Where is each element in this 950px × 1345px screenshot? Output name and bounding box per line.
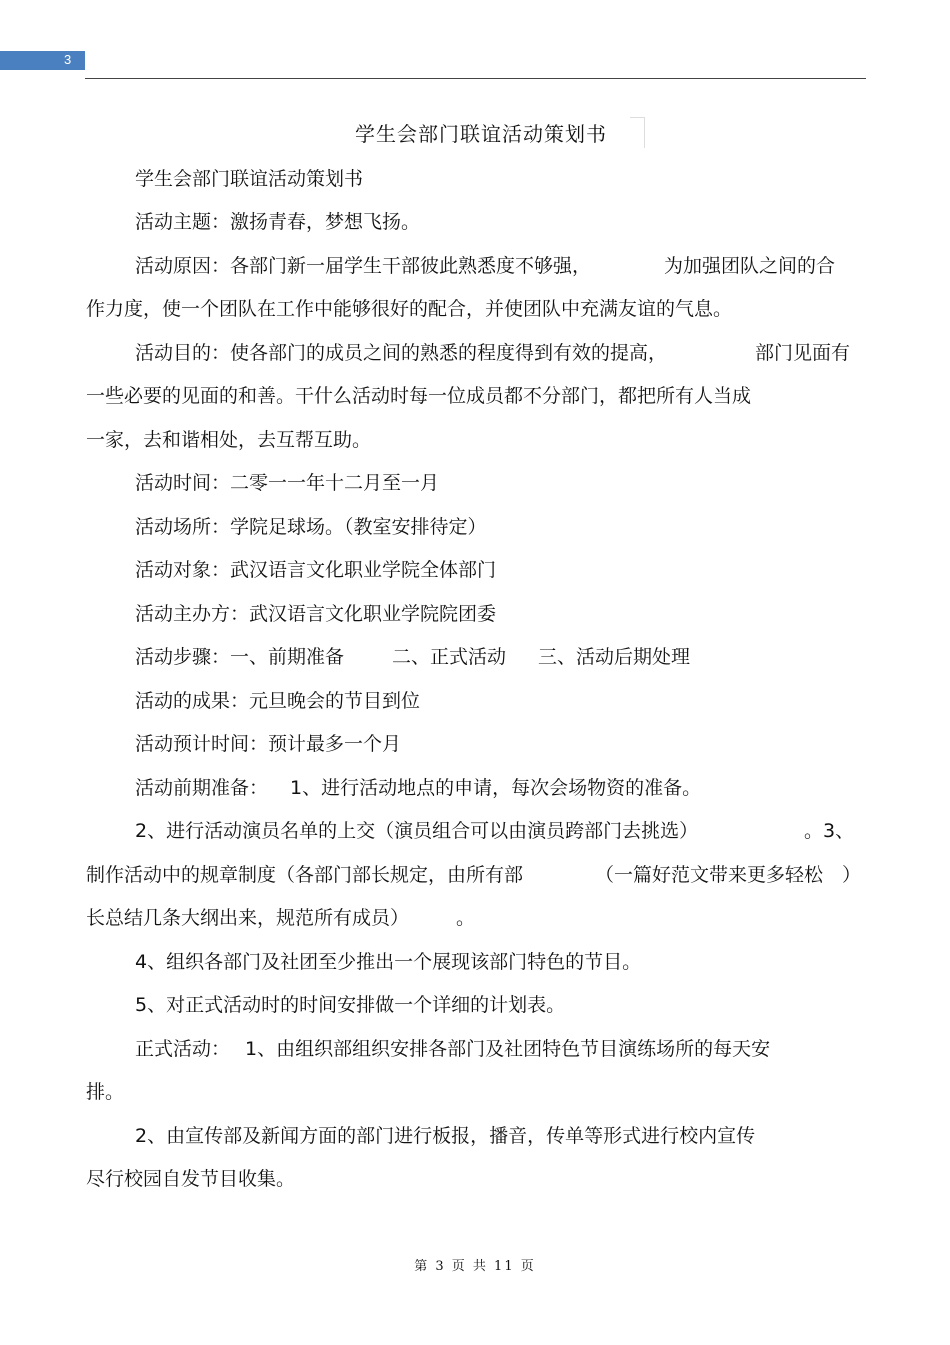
text-line: 尽行校园自发节目收集。 xyxy=(86,1168,296,1190)
text-line: 学生会部门联谊活动策划书 xyxy=(135,168,364,190)
text-line: 排。 xyxy=(86,1081,125,1103)
header-divider xyxy=(85,78,866,79)
text-line: 活动主办方：武汉语言文化职业学院院团委 xyxy=(135,603,497,625)
text-line: 一家，去和谐相处，去互帮互助。 xyxy=(86,429,372,451)
text-line: 活动时间：二零一一年十二月至一月 xyxy=(135,472,440,494)
text-line: 活动预计时间：预计最多一个月 xyxy=(135,733,402,755)
text-line: 二、正式活动 xyxy=(392,646,507,668)
text-line: 。3、 xyxy=(804,820,855,842)
text-line: 为加强团队之间的合 xyxy=(664,255,836,277)
text-line: 活动主题：激扬青春，梦想飞扬。 xyxy=(135,211,421,233)
text-line: 活动步骤：一、前期准备 xyxy=(135,646,345,668)
text-line: 活动前期准备： xyxy=(135,777,269,799)
title-frame-mark xyxy=(630,117,645,148)
text-line: 活动场所：学院足球场。（教室安排待定） xyxy=(135,516,487,538)
text-line: 作力度，使一个团队在工作中能够很好的配合，并使团队中充满友谊的气息。 xyxy=(86,298,733,320)
text-line: （一篇好范文带来更多轻松 xyxy=(595,864,824,886)
text-line: ） xyxy=(842,864,862,886)
text-line: 正式活动： xyxy=(135,1038,231,1060)
text-line: 2、进行活动演员名单的上交（演员组合可以由演员跨部门去挑选） xyxy=(135,820,699,842)
text-line: 三、活动后期处理 xyxy=(538,646,691,668)
document-title: 学生会部门联谊活动策划书 xyxy=(355,122,607,146)
text-line: 1、进行活动地点的申请，每次会场物资的准备。 xyxy=(290,777,702,799)
text-line: 长总结几条大纲出来，规范所有成员） xyxy=(86,907,410,929)
text-line: 一些必要的见面的和善。干什么活动时每一位成员都不分部门，都把所有人当成 xyxy=(86,385,752,407)
text-line: 活动对象：武汉语言文化职业学院全体部门 xyxy=(135,559,497,581)
text-line: 制作活动中的规章制度（各部门部长规定，由所有部 xyxy=(86,864,524,886)
page-footer: 第 3 页 共 11 页 xyxy=(414,1259,536,1274)
text-line: 部门见面有 xyxy=(755,342,851,364)
text-line: 1、由组织部组织安排各部门及社团特色节目演练场所的每天安 xyxy=(245,1038,771,1060)
text-line: 活动的成果：元旦晚会的节目到位 xyxy=(135,690,421,712)
header-page-number: 3 xyxy=(64,52,72,67)
text-line: 活动目的：使各部门的成员之间的熟悉的程度得到有效的提高， xyxy=(135,342,668,364)
text-line: 。 xyxy=(456,907,476,929)
text-line: 2、由宣传部及新闻方面的部门进行板报，播音，传单等形式进行校内宣传 xyxy=(135,1125,756,1147)
text-line: 4、组织各部门及社团至少推出一个展现该部门特色的节目。 xyxy=(135,951,642,973)
text-line: 5、对正式活动时的时间安排做一个详细的计划表。 xyxy=(135,994,566,1016)
header-page-tab xyxy=(0,51,85,70)
text-line: 活动原因：各部门新一届学生干部彼此熟悉度不够强， xyxy=(135,255,592,277)
